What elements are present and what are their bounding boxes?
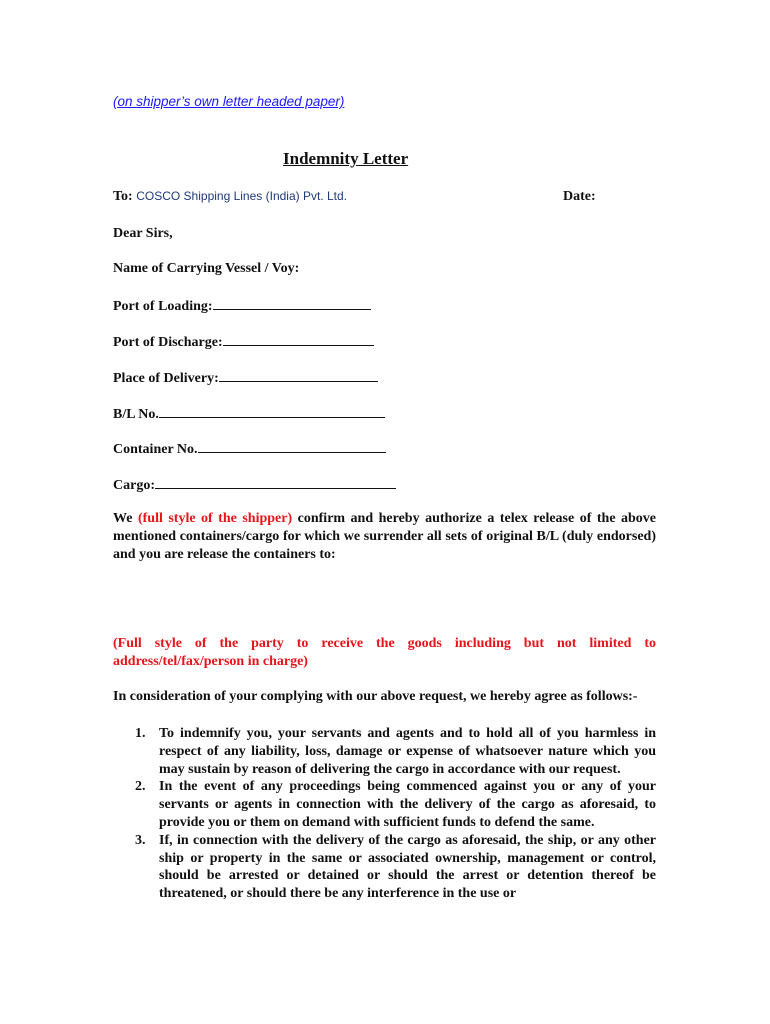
date-label: Date:: [563, 189, 596, 204]
port-of-discharge-field: [113, 332, 374, 351]
container-number-label: Container No.: [113, 442, 198, 457]
receiving-party-placeholder: (Full style of the party to receive the goods including but not limited to address/tel/fax/person in charge): [113, 636, 656, 669]
cargo-label: Cargo:: [113, 478, 155, 493]
port-of-discharge-label: Port of Discharge:: [113, 335, 223, 350]
authorization-paragraph: [113, 510, 656, 564]
list-item: [113, 725, 656, 778]
port-of-loading-blank[interactable]: [213, 296, 371, 310]
container-number-field: [113, 439, 386, 458]
place-of-delivery-blank[interactable]: [219, 368, 378, 382]
place-of-delivery-field: [113, 368, 378, 387]
list-item-number: 3.: [135, 832, 146, 848]
list-item-text: If, in connection with the delivery of the cargo as aforesaid, the ship, or any other ship or property in the same or associated ownership, management or control, should be arrested or detained or should the arrest or detention thereof be threatened, or should there be any interference in the use or: [159, 832, 656, 902]
salutation: Dear Sirs,: [113, 226, 173, 241]
recipient-company: COSCO Shipping Lines (India) Pvt. Ltd.: [136, 189, 347, 203]
port-of-loading-field: [113, 296, 371, 315]
authorization-text: confirm and hereby authorize a telex release of the above mentioned containers/cargo for which we surrender all sets of original B/L (duly endorsed) and you are release the containers to:: [113, 511, 657, 562]
bl-number-field: [113, 404, 385, 423]
authorization-we: We: [113, 511, 133, 526]
cargo-field: [113, 475, 396, 494]
list-item-number: 1.: [135, 726, 146, 741]
shipper-placeholder: (full style of the shipper): [137, 511, 293, 526]
list-item-text: In the event of any proceedings being commenced against you or any of your servants or agents in connection with the delivery of the cargo as aforesaid, to provide you or them on demand with sufficient funds to defend the same.: [159, 779, 656, 830]
bl-number-blank[interactable]: [159, 404, 385, 418]
place-of-delivery-label: Place of Delivery:: [113, 371, 219, 386]
container-number-blank[interactable]: [198, 439, 386, 453]
letterhead-note: (on shipper’s own letter headed paper): [113, 94, 345, 109]
to-label: To:: [113, 189, 133, 204]
bl-number-label: B/L No.: [113, 407, 159, 422]
list-item-number: 2.: [135, 779, 146, 795]
list-item: [113, 832, 656, 903]
vessel-field-label: Name of Carrying Vessel / Voy:: [113, 261, 300, 276]
cargo-blank[interactable]: [155, 475, 396, 489]
consideration-paragraph: In consideration of your complying with our above request, we hereby agree as follows:-: [113, 689, 638, 704]
port-of-discharge-blank[interactable]: [223, 332, 374, 346]
list-item-text: To indemnify you, your servants and agents and to hold all of you harmless in respect of any liability, loss, damage or expense of whatsoever nature which you may sustain by reason of delivering the cargo in accordance with our request.: [159, 726, 656, 777]
list-item: [113, 778, 656, 831]
document-title: Indemnity Letter: [283, 149, 409, 168]
port-of-loading-label: Port of Loading:: [113, 299, 213, 314]
recipient-line: [113, 189, 347, 205]
indemnity-terms-list: [113, 725, 656, 903]
